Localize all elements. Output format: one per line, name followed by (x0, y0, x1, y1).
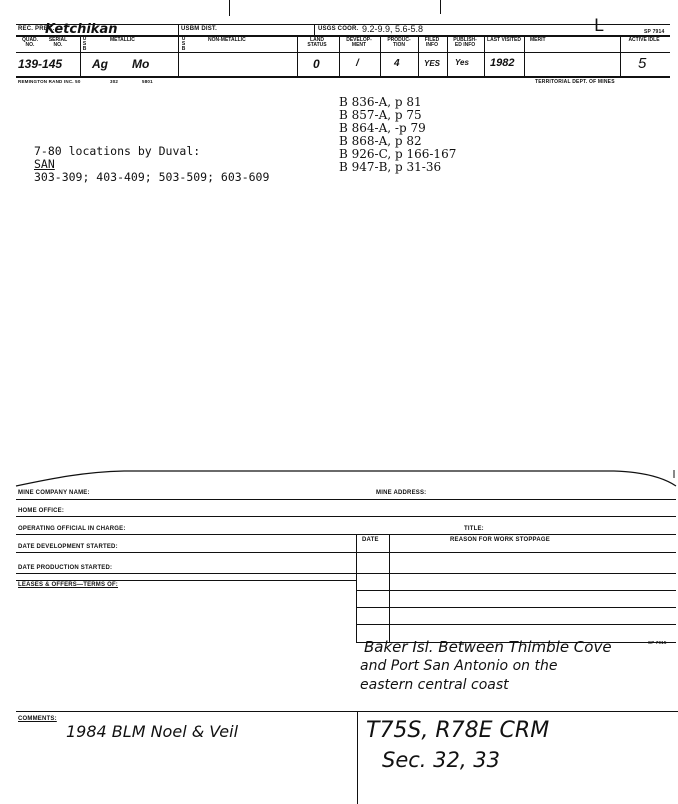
reference-2: B 857-A, p 75 (339, 108, 422, 122)
stoppage-table-left (356, 534, 357, 642)
usbm-dist-label: USBM DIST. (181, 26, 218, 32)
col-divider-filed (418, 35, 419, 76)
record-published-info: Yes (455, 58, 469, 67)
col-divider-prod (380, 35, 381, 76)
reference-6: B 947-B, p 31-36 (339, 160, 442, 174)
col-serial-no: SERIAL NO. (48, 37, 68, 48)
leases-offers-label: LEASES & OFFERS—TERMS OF: (18, 582, 119, 588)
locations-line: 7-80 locations by Duval: (34, 144, 201, 158)
san-label: SAN (34, 157, 55, 171)
usgs-coord-value: 9.2-9.9, 5.6-5.8 (362, 24, 424, 34)
record-metallic-2: Mo (132, 57, 150, 71)
hand-location-3: eastern central coast (360, 677, 509, 693)
comments-divider (357, 711, 358, 804)
hand-location-1: Baker Isl. Between Thimble Cove (364, 638, 612, 656)
form-rule-left-end (16, 580, 356, 581)
form-number-top: SP 7914 (644, 29, 665, 35)
reason-col-label: REASON FOR WORK STOPPAGE (450, 537, 550, 543)
record-last-visited: 1982 (490, 57, 515, 69)
form-rule-1 (16, 499, 676, 500)
col-divider-usb1 (80, 35, 81, 76)
hand-comments: 1984 BLM Noel & Veil (66, 722, 239, 741)
col-usb-metallic: U S B (82, 36, 87, 52)
col-development: DEVELOP- MENT (346, 37, 372, 48)
header-divider-2 (314, 24, 315, 35)
col-divider-last (484, 35, 485, 76)
form-rule-3 (16, 534, 676, 535)
stoppage-row-2 (356, 607, 676, 608)
record-metallic-1: Ag (92, 57, 108, 71)
comments-label: COMMENTS: (18, 716, 57, 722)
title-label: TITLE: (464, 526, 484, 532)
record-filed-info: YES (424, 59, 441, 68)
col-usb-nonmetallic: U S B (181, 36, 186, 52)
stoppage-date-divider (389, 534, 390, 642)
header-col-rule (16, 52, 670, 53)
col-divider-land (297, 35, 298, 76)
col-merit: MERIT (530, 37, 546, 43)
reference-4: B 868-A, p 82 (339, 134, 422, 148)
form-rule-4 (16, 552, 676, 553)
record-active-idle: 5 (638, 55, 647, 72)
reference-1: B 836-A, p 81 (339, 95, 422, 109)
record-land-status: 0 (313, 57, 320, 71)
department-name: TERRITORIAL DEPT. OF MINES (535, 79, 615, 85)
col-active-idle: ACTIVE IDLE (628, 37, 660, 43)
rec-prec-value: Ketchikan (45, 22, 118, 37)
form-rule-5 (16, 573, 676, 574)
ranges-line: 303-309; 403-409; 503-509; 603-609 (34, 170, 270, 184)
header-divider-1 (178, 24, 179, 76)
col-divider-active (620, 35, 621, 76)
hand-location-2: and Port San Antonio on the (360, 658, 558, 674)
usgs-coord-label: USGS COOR. (318, 26, 359, 32)
hand-sections: Sec. 32, 33 (382, 748, 500, 772)
home-office-label: HOME OFFICE: (18, 508, 65, 514)
corner-mark: L (594, 16, 604, 36)
date-development-label: DATE DEVELOPMENT STARTED: (18, 544, 118, 550)
header-bottom-rule (16, 76, 670, 78)
stoppage-row-3 (356, 624, 676, 625)
record-quad-serial: 139-145 (18, 57, 63, 71)
reference-5: B 926-C, p 166-167 (339, 147, 457, 161)
col-divider-pub (447, 35, 448, 76)
printer-code-1: 302 (110, 79, 119, 84)
printer-code-2: 5801 (142, 79, 153, 84)
printer-credit: REMINGTON RAND INC. 50 (18, 79, 81, 84)
hand-township: T75S, R78E CRM (366, 718, 550, 743)
col-divider-dev (339, 35, 340, 76)
stoppage-row-1 (356, 590, 676, 591)
date-production-label: DATE PRODUCTION STARTED: (18, 565, 113, 571)
col-filed-info: FILED INFO (424, 37, 440, 48)
col-published-info: PUBLISH- ED INFO (453, 37, 477, 48)
operating-official-label: OPERATING OFFICIAL IN CHARGE: (18, 526, 126, 532)
rec-prec-label: REC. PREC. (18, 26, 55, 32)
top-tick-2 (440, 0, 441, 14)
record-production: 4 (394, 58, 400, 69)
form-top-edge (14, 468, 678, 490)
col-quad-no: QUAD. NO. (21, 37, 39, 48)
col-non-metallic: NON-METALLIC (208, 37, 246, 43)
col-metallic: METALLIC (110, 37, 135, 43)
col-production: PRODUC- TION (387, 37, 411, 48)
comments-rule (16, 711, 678, 712)
col-divider-merit (524, 35, 525, 76)
col-last-visited: LAST VISITED (487, 37, 521, 43)
record-development: / (356, 58, 359, 69)
date-col-label: DATE (362, 537, 379, 543)
form-number-bottom: SP 7915 (648, 640, 667, 645)
top-tick-1 (229, 0, 230, 16)
reference-3: B 864-A, -p 79 (339, 121, 426, 135)
mine-address-label: MINE ADDRESS: (376, 490, 427, 496)
mine-company-name-label: MINE COMPANY NAME: (18, 490, 90, 496)
form-rule-2 (16, 516, 676, 517)
col-land-status: LAND STATUS (307, 37, 327, 48)
